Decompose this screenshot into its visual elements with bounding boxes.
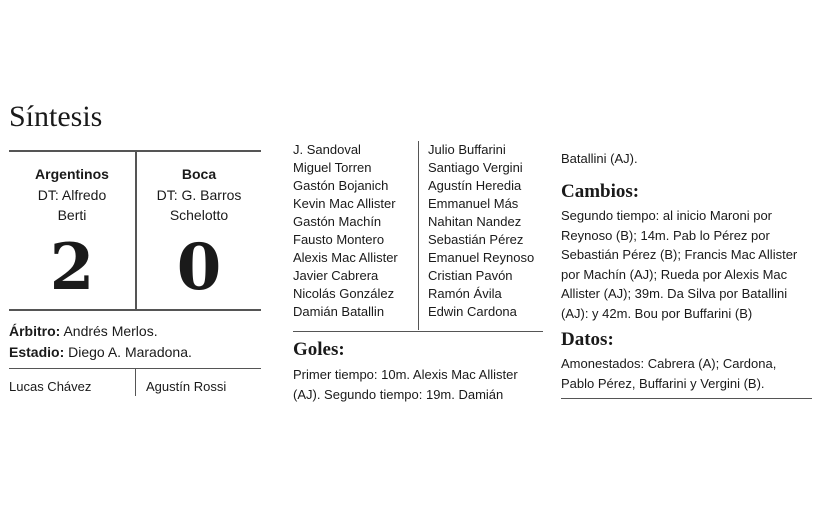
cambios-text	[561, 206, 813, 323]
roster-item: Gastón Bojanich	[293, 178, 389, 193]
roster-item: Julio Buffarini	[428, 142, 506, 157]
extra-players-divider	[135, 369, 136, 396]
roster-item: Emanuel Reynoso	[428, 250, 535, 265]
stadium-value: Diego A. Maradona.	[64, 344, 192, 360]
extra-player-away: Agustín Rossi	[146, 379, 227, 394]
team-home-score: 2	[49, 230, 95, 305]
referee-value: Andrés Merlos.	[60, 323, 158, 339]
datos-bottom-rule	[561, 398, 812, 399]
datos-line: Amonestados: Cabrera (A); Cardona,	[561, 356, 777, 371]
team-home-dt-line2: Berti	[57, 207, 87, 223]
goles-line: (AJ). Segundo tiempo: 19m. Damián	[293, 386, 504, 402]
referee-line	[9, 321, 158, 342]
roster-item: Emmanuel Más	[428, 196, 519, 211]
team-away-name: Boca	[181, 166, 217, 182]
roster-item: Agustín Heredia	[428, 178, 522, 193]
team-home-dt-line1: DT: Alfredo	[37, 187, 107, 203]
cambios-heading: Cambios:	[561, 181, 640, 202]
roster-item: Santiago Vergini	[428, 160, 523, 175]
goles-heading: Goles:	[293, 339, 345, 360]
cambios-line: (AJ): y 42m. Bou por Buffarini (B)	[561, 305, 753, 321]
roster-item: Sebastián Pérez	[428, 232, 524, 247]
roster-item: Nicolás González	[293, 286, 395, 301]
roster-item: Miguel Torren	[293, 160, 372, 175]
goles-text	[293, 365, 543, 404]
roster-item: Damián Batallin	[293, 304, 385, 319]
roster-item: Cristian Pavón	[428, 268, 513, 283]
roster-right	[428, 141, 548, 321]
team-home	[9, 166, 135, 305]
page-title: Síntesis	[9, 100, 103, 133]
cambios-line: Segundo tiempo: al inicio Maroni por	[561, 208, 773, 223]
team-away-dt-line2: Schelotto	[169, 207, 229, 223]
roster-item: J. Sandoval	[293, 142, 361, 157]
team-away	[137, 166, 261, 305]
team-away-score: 0	[176, 230, 222, 305]
datos-heading: Datos:	[561, 329, 614, 350]
team-away-dt-line1: DT: G. Barros	[156, 187, 242, 203]
roster-bottom-rule	[293, 331, 543, 332]
datos-line: Pablo Pérez, Buffarini y Vergini (B).	[561, 375, 765, 391]
roster-item: Kevin Mac Allister	[293, 196, 396, 211]
roster-divider	[418, 141, 419, 330]
roster-item: Nahitan Nandez	[428, 214, 522, 229]
goles-line: Primer tiempo: 10m. Alexis Mac Allister	[293, 367, 518, 382]
cambios-line: Reynoso (B); 14m. Pab lo Pérez por	[561, 227, 770, 243]
stadium-line	[9, 342, 192, 363]
roster-item: Ramón Ávila	[428, 286, 502, 301]
stadium-label: Estadio:	[9, 344, 65, 360]
roster-item: Javier Cabrera	[293, 268, 379, 283]
roster-left	[293, 141, 415, 321]
roster-item: Gastón Machín	[293, 214, 382, 229]
referee-label: Árbitro:	[9, 323, 61, 339]
roster-item: Fausto Montero	[293, 232, 385, 247]
extra-player-home: Lucas Chávez	[9, 379, 92, 394]
cambios-line: Allister (AJ); 39m. Da Silva por Batallini	[561, 286, 788, 301]
scorebox-bottom-rule	[9, 309, 261, 311]
roster-item: Alexis Mac Allister	[293, 250, 398, 265]
roster-item: Edwin Cardona	[428, 304, 517, 319]
cambios-line: por Machín (AJ); Rueda por Alexis Mac	[561, 266, 788, 282]
cambios-line: Sebastián Pérez (B); Francis Mac Allister	[561, 247, 798, 262]
datos-text	[561, 354, 813, 393]
goles-continuation: Batallini (AJ).	[561, 151, 638, 166]
team-home-name: Argentinos	[35, 166, 109, 182]
